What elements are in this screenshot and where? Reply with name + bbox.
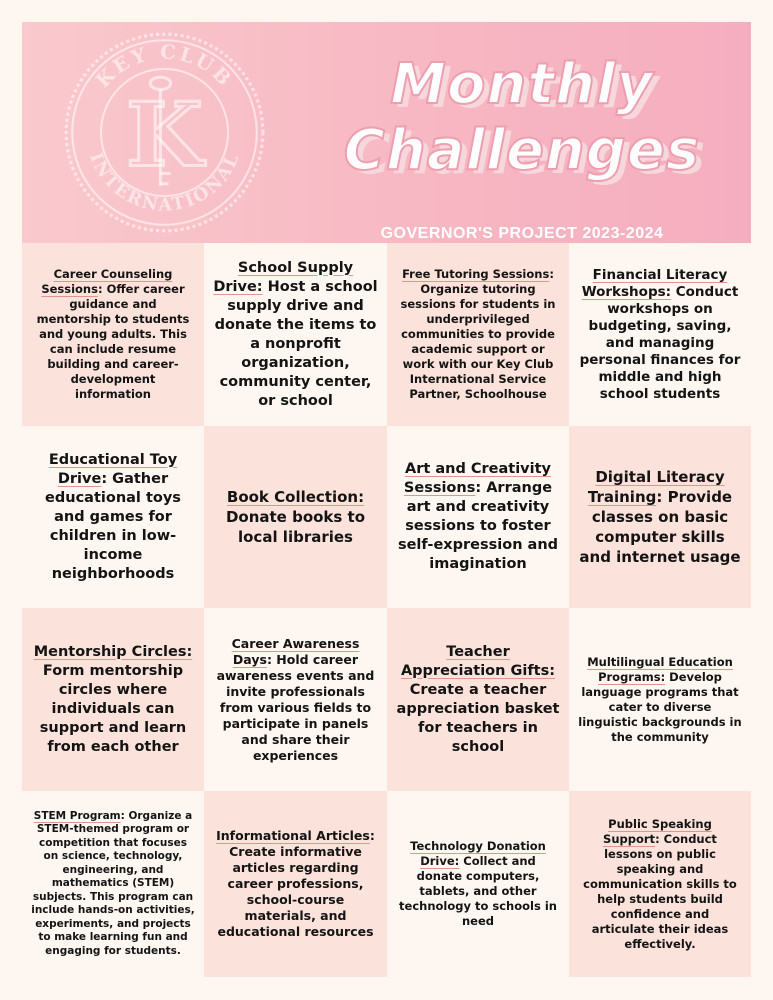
challenge-card	[204, 791, 387, 977]
challenge-card	[204, 426, 387, 608]
challenge-description: : Create informative articles regarding career professions, school-course materials, and educational resources	[217, 828, 375, 939]
challenge-description: Conduct workshops on budgeting, saving, and managing personal finances for middle and high school students	[579, 283, 741, 402]
title-line-2: Challenges	[343, 118, 701, 183]
challenge-title: Career Awareness Days	[231, 635, 360, 667]
page-title	[322, 52, 722, 184]
challenge-description: Donate books to local libraries	[225, 508, 366, 546]
challenge-title: Free Tutoring Sessions	[402, 267, 550, 281]
challenge-description: Form mentorship circles where individuals can support and learn from each other	[39, 662, 187, 755]
challenge-description: Create a teacher appreciation basket for teachers in school	[396, 681, 560, 755]
title-line-1: Monthly	[390, 52, 654, 117]
header-banner	[22, 22, 751, 243]
challenge-card	[569, 426, 751, 608]
challenge-title: Digital Literacy Training	[587, 468, 725, 506]
challenge-card	[22, 791, 204, 977]
challenge-title: Educational Toy Drive	[48, 451, 178, 487]
challenge-description: : Provide classes on basic computer skills and internet usage	[579, 488, 741, 566]
challenge-card	[569, 243, 751, 426]
challenge-card	[22, 608, 204, 791]
challenge-title: Art and Creativity Sessions	[403, 461, 551, 496]
page-subtitle: GOVERNOR'S PROJECT 2023-2024	[380, 225, 664, 242]
challenge-card	[387, 608, 569, 791]
challenge-title: Teacher Appreciation Gifts:	[400, 643, 556, 679]
challenge-title: Technology Donation Drive:	[410, 839, 546, 868]
challenge-title: Multilingual Education Programs:	[587, 654, 733, 684]
challenge-card	[204, 243, 387, 426]
challenge-title: STEM Program	[33, 809, 121, 822]
svg-text:K: K	[126, 82, 203, 187]
challenge-title: Career Counseling Sessions	[41, 267, 173, 296]
challenge-description: : Gather educational toys and games for children in low-income neighborhoods	[45, 470, 181, 582]
challenge-card	[569, 791, 751, 977]
challenges-grid	[22, 243, 751, 977]
challenge-title: Public Speaking Support	[603, 816, 712, 846]
challenge-card	[204, 608, 387, 791]
challenge-title: School Supply Drive:	[213, 259, 354, 295]
challenge-description: Collect and donate computers, tablets, and other technology to schools in need	[399, 854, 557, 928]
challenge-description: : Hold career awareness events and invite professionals from various fields to participate in panels and share their experiences	[216, 651, 375, 763]
challenge-card	[387, 791, 569, 977]
challenge-card	[569, 608, 751, 791]
challenge-title: Informational Articles	[216, 828, 370, 843]
challenge-description: Host a school supply drive and donate the items to a nonprofit organization, community center, or school	[214, 278, 378, 409]
challenge-description: : Conduct lessons on public speaking and communication skills to help students build confidence and articulate their ideas effectively.	[583, 831, 737, 951]
challenge-description: : Organize a STEM-themed program or competition that focuses on science, technology, engineering, and mathematics (STEM) subjects. This program can include hands-on activities, experiments, and projects to make learning fun and engaging for students.	[31, 809, 195, 957]
svg-text:KEY CLUB: KEY CLUB	[91, 40, 238, 93]
challenge-card	[22, 243, 204, 426]
challenge-description: : Offer career guidance and mentorship to students and young adults. This can include resume building and career-development information	[36, 282, 190, 401]
challenge-description: Develop language programs that cater to diverse linguistic backgrounds in the community	[578, 669, 742, 744]
challenge-description: : Organize tutoring sessions for students in underprivileged communities to provide academic support or work with our Key Club International Service Partner, Schoolhouse	[400, 267, 556, 401]
challenge-title: Mentorship Circles:	[33, 643, 193, 660]
challenge-title: Book Collection:	[226, 488, 365, 506]
key-club-seal-logo	[62, 30, 267, 235]
challenge-description: : Arrange art and creativity sessions to foster self-expression and imagination	[397, 480, 559, 572]
challenge-title: Financial Literacy Workshops:	[581, 266, 728, 300]
challenge-card	[387, 426, 569, 608]
svg-text:INTERNATIONAL: INTERNATIONAL	[85, 149, 244, 216]
challenge-card	[22, 426, 204, 608]
challenge-card	[387, 243, 569, 426]
